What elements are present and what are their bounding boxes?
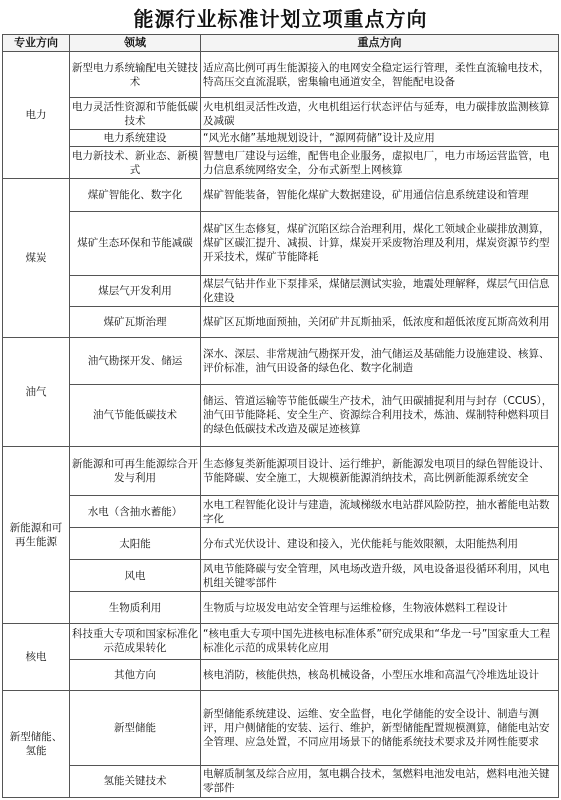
table-row (3, 147, 559, 179)
category-cell: 油气 (3, 337, 70, 446)
table-row (3, 624, 559, 659)
field-cell: 太阳能 (70, 528, 201, 560)
table-row (3, 179, 559, 212)
table-row (3, 306, 559, 337)
focus-cell: 智慧电厂建设与运维，配售电企业服务，虚拟电厂，电力市场运营监管，电力信息系统网络安全，分布式新型上网核算 (201, 147, 559, 179)
field-cell: 水电（含抽水蓄能） (70, 496, 201, 528)
field-cell: 新型电力系统输配电关键技术 (70, 52, 201, 98)
table-row (3, 337, 559, 384)
category-cell: 核电 (3, 624, 70, 690)
header-field: 领域 (70, 35, 201, 52)
field-cell: 科技重大专项和国家标准化示范成果转化 (70, 624, 201, 659)
focus-cell: 新型储能系统建设、运维、安全监督，电化学储能的安全设计、制造与测评，用户侧储能的安装、运行、维护，新型储能配置规模测算，储能电站安全管理、应急处置，不同应用场景下的储能系统技术要求及并网性能要求 (201, 690, 559, 765)
focus-cell: 深水、深层、非常规油气勘探开发，油气储运及基础能力设施建设、核算、评价标准，油气田设备的绿色化、数字化制造 (201, 337, 559, 384)
focus-cell: 火电机组灵活性改造，火电机组运行状态评估与延寿，电力碳排放监测核算及减碳 (201, 98, 559, 130)
field-cell: 煤矿智能化、数字化 (70, 179, 201, 212)
standards-table (2, 34, 559, 798)
category-cell: 电力 (3, 52, 70, 179)
field-cell: 生物质利用 (70, 592, 201, 624)
focus-cell: 水电工程智能化设计与建造，流域梯级水电站群风险防控，抽水蓄能电站数字化 (201, 496, 559, 528)
field-cell: 煤矿瓦斯治理 (70, 306, 201, 337)
field-cell: 油气节能低碳技术 (70, 384, 201, 446)
focus-cell: 煤矿智能装备，智能化煤矿大数据建设，矿用通信信息系统建设和管理 (201, 179, 559, 212)
header-category: 专业方向 (3, 35, 70, 52)
field-cell: 新能源和可再生能源综合开发与利用 (70, 446, 201, 495)
category-cell: 新型储能、氢能 (3, 690, 70, 797)
table-row (3, 528, 559, 560)
page-title: 能源行业标准计划立项重点方向 (133, 6, 428, 31)
table-row (3, 592, 559, 624)
focus-cell: 煤矿区瓦斯地面预抽，关闭矿井瓦斯抽采，低浓度和超低浓度瓦斯高效利用 (201, 306, 559, 337)
field-cell: 其他方向 (70, 659, 201, 690)
field-cell: 新型储能 (70, 690, 201, 765)
table-row (3, 496, 559, 528)
focus-cell: 风电节能降碳与安全管理，风电场改造升级，风电设备退役循环利用，风电机组关键零部件 (201, 560, 559, 592)
table-row (3, 212, 559, 275)
field-cell: 煤层气开发利用 (70, 275, 201, 306)
field-cell: 电力系统建设 (70, 130, 201, 147)
table-row (3, 98, 559, 130)
field-cell: 氢能关键技术 (70, 765, 201, 797)
focus-cell: 适应高比例可再生能源接入的电网安全稳定运行管理，柔性直流输电技术，特高压交直流混联，密集输电通道安全，智能配电设备 (201, 52, 559, 98)
header-row (3, 35, 559, 52)
focus-cell: “风光水储”基地规划设计，“源网荷储”设计及应用 (201, 130, 559, 147)
table-row (3, 690, 559, 765)
category-cell: 煤炭 (3, 179, 70, 337)
field-cell: 风电 (70, 560, 201, 592)
focus-cell: 电解质制氢及综合应用，氢电耦合技术，氢燃料电池发电站，燃料电池关键零部件 (201, 765, 559, 797)
table-row (3, 275, 559, 306)
focus-cell: 煤层气钻井作业下泵排采，煤储层测试实验，地震处理解释，煤层气田信息化建设 (201, 275, 559, 306)
table-row (3, 52, 559, 98)
focus-cell: “核电重大专项中国先进核电标准体系”研究成果和“华龙一号”国家重大工程标准化示范的成果转化应用 (201, 624, 559, 659)
focus-cell: 核电消防，核能供热，核岛机械设备，小型压水堆和高温气冷堆选址设计 (201, 659, 559, 690)
table-row (3, 384, 559, 446)
field-cell: 油气勘探开发、储运 (70, 337, 201, 384)
focus-cell: 储运、管道运输等节能低碳生产技术，油气田碳捕捉利用与封存（CCUS），油气田节能降耗、安全生产、资源综合利用技术，炼油、煤制特种燃料项目的绿色低碳技术改造及碳足迹核算 (201, 384, 559, 446)
header-focus: 重点方向 (201, 35, 559, 52)
focus-cell: 生态修复类新能源项目设计、运行维护，新能源发电项目的绿色智能设计、节能降碳、安全施工，大规模新能源消纳技术，高比例新能源系统安全 (201, 446, 559, 495)
table-row (3, 130, 559, 147)
table-row (3, 659, 559, 690)
focus-cell: 煤矿区生态修复，煤矿沉陷区综合治理利用，煤化工领域企业碳排放测算，煤矿区碳汇提升、减损、计算，煤炭开采废物治理及利用，煤炭资源节约型开采技术，煤矿节能降耗 (201, 212, 559, 275)
table-row (3, 446, 559, 495)
field-cell: 煤矿生态环保和节能减碳 (70, 212, 201, 275)
focus-cell: 分布式光伏设计、建设和接入，光伏能耗与能效限额，太阳能热利用 (201, 528, 559, 560)
focus-cell: 生物质与垃圾发电站安全管理与运维检修，生物液体燃料工程设计 (201, 592, 559, 624)
field-cell: 电力灵活性资源和节能低碳技术 (70, 98, 201, 130)
field-cell: 电力新技术、新业态、新模式 (70, 147, 201, 179)
table-row (3, 560, 559, 592)
table-row (3, 765, 559, 797)
category-cell: 新能源和可再生能源 (3, 446, 70, 623)
